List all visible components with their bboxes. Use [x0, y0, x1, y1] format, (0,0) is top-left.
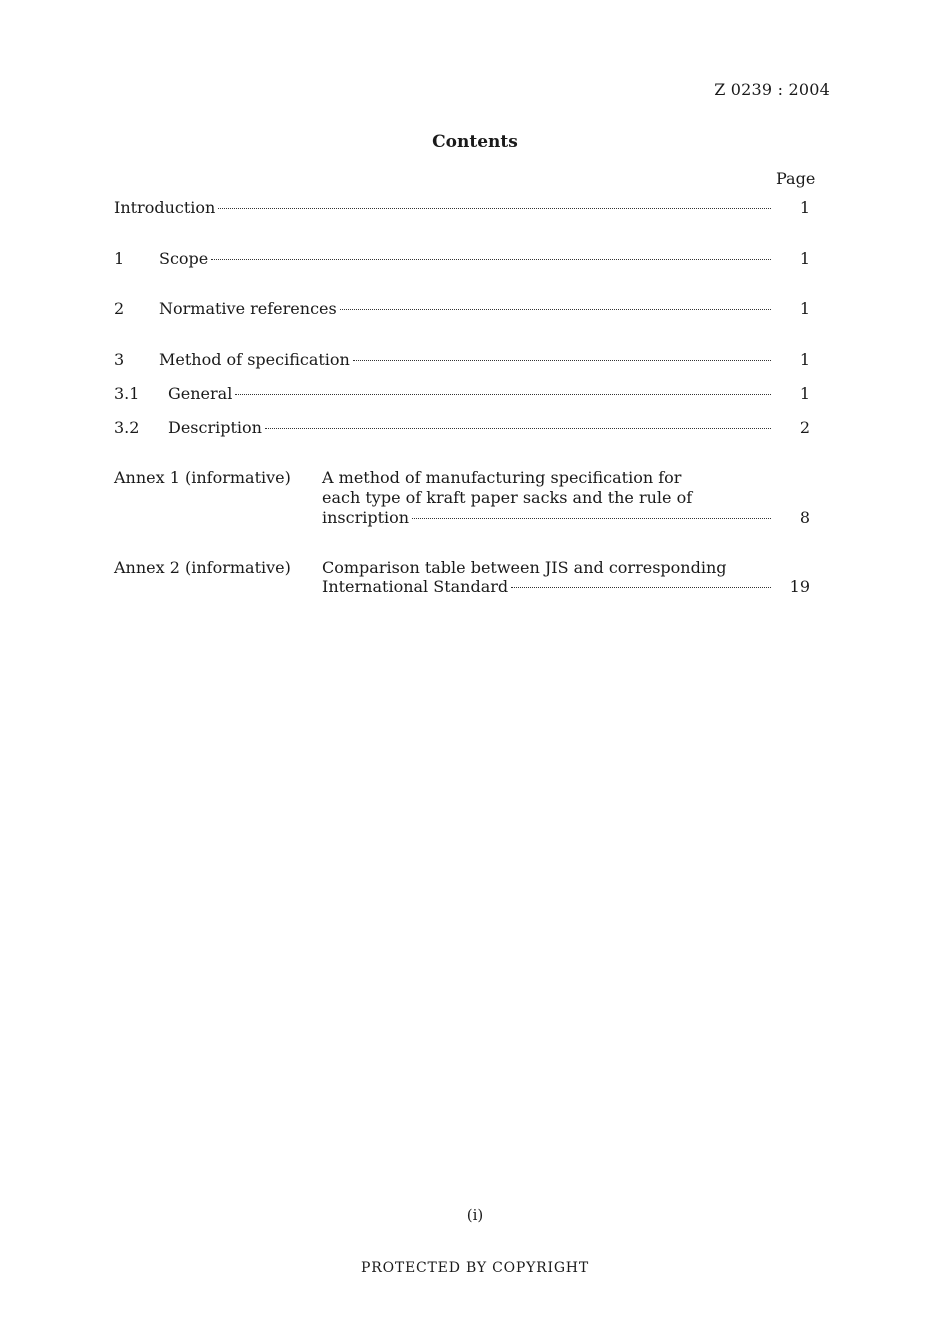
- toc-entry-page: 1: [799, 249, 810, 268]
- toc-entry-page: 2: [799, 418, 810, 437]
- annex-2-page: 19: [789, 577, 810, 596]
- leader-dots: [412, 518, 771, 519]
- toc-entry-number: 3.1: [114, 384, 140, 403]
- leader-dots: [218, 208, 771, 209]
- toc-entry-number: 3: [114, 350, 125, 369]
- annex-2-title-line: Comparison table between JIS and corresponding: [322, 558, 727, 577]
- toc-entry-label: Normative references: [159, 299, 337, 318]
- annex-1-heading[interactable]: Annex 1 (informative): [114, 468, 291, 487]
- annex-1-last-line[interactable]: [322, 508, 774, 527]
- page-column-header: Page: [776, 169, 816, 188]
- page-number: (i): [466, 1206, 484, 1224]
- toc-entry-number: 3.2: [114, 418, 140, 437]
- document-number: Z 0239 : 2004: [714, 80, 830, 99]
- toc-entry-page: 1: [799, 299, 810, 318]
- leader-dots: [211, 259, 771, 260]
- copyright-notice: PROTECTED BY COPYRIGHT: [361, 1260, 589, 1276]
- annex-1-title-line: A method of manufacturing specification for: [322, 468, 682, 487]
- toc-entry-number: 1: [114, 249, 125, 268]
- toc-entry-label: General: [168, 384, 233, 403]
- toc-entry-label: inscription: [322, 508, 410, 527]
- toc-entry-label: Method of specification: [159, 350, 350, 369]
- leader-dots: [265, 428, 771, 429]
- leader-dots: [340, 309, 771, 310]
- toc-entry-label: Description: [168, 418, 262, 437]
- leader-dots: [511, 587, 771, 588]
- annex-2-heading[interactable]: Annex 2 (informative): [114, 558, 291, 577]
- page-title: Contents: [432, 132, 518, 152]
- annex-1-page: 8: [799, 508, 810, 527]
- toc-entry-number: 2: [114, 299, 125, 318]
- toc-entry-label: Introduction: [114, 198, 216, 217]
- toc-entry-description[interactable]: [114, 418, 774, 440]
- toc-entry-normative-references[interactable]: [114, 299, 774, 321]
- leader-dots: [235, 394, 771, 395]
- toc-entry-page: 1: [799, 350, 810, 369]
- toc-entry-introduction[interactable]: [114, 198, 774, 220]
- toc-entry-scope[interactable]: [114, 249, 774, 271]
- toc-entry-general[interactable]: [114, 384, 774, 406]
- toc-entry-label: International Standard: [322, 577, 509, 596]
- toc-entry-page: 1: [799, 384, 810, 403]
- toc-entry-method-of-specification[interactable]: [114, 350, 774, 372]
- annex-2-last-line[interactable]: [322, 577, 774, 596]
- toc-entry-page: 1: [799, 198, 810, 217]
- toc-entry-label: Scope: [159, 249, 209, 268]
- leader-dots: [353, 360, 771, 361]
- annex-1-title-line: each type of kraft paper sacks and the rule of: [322, 488, 693, 507]
